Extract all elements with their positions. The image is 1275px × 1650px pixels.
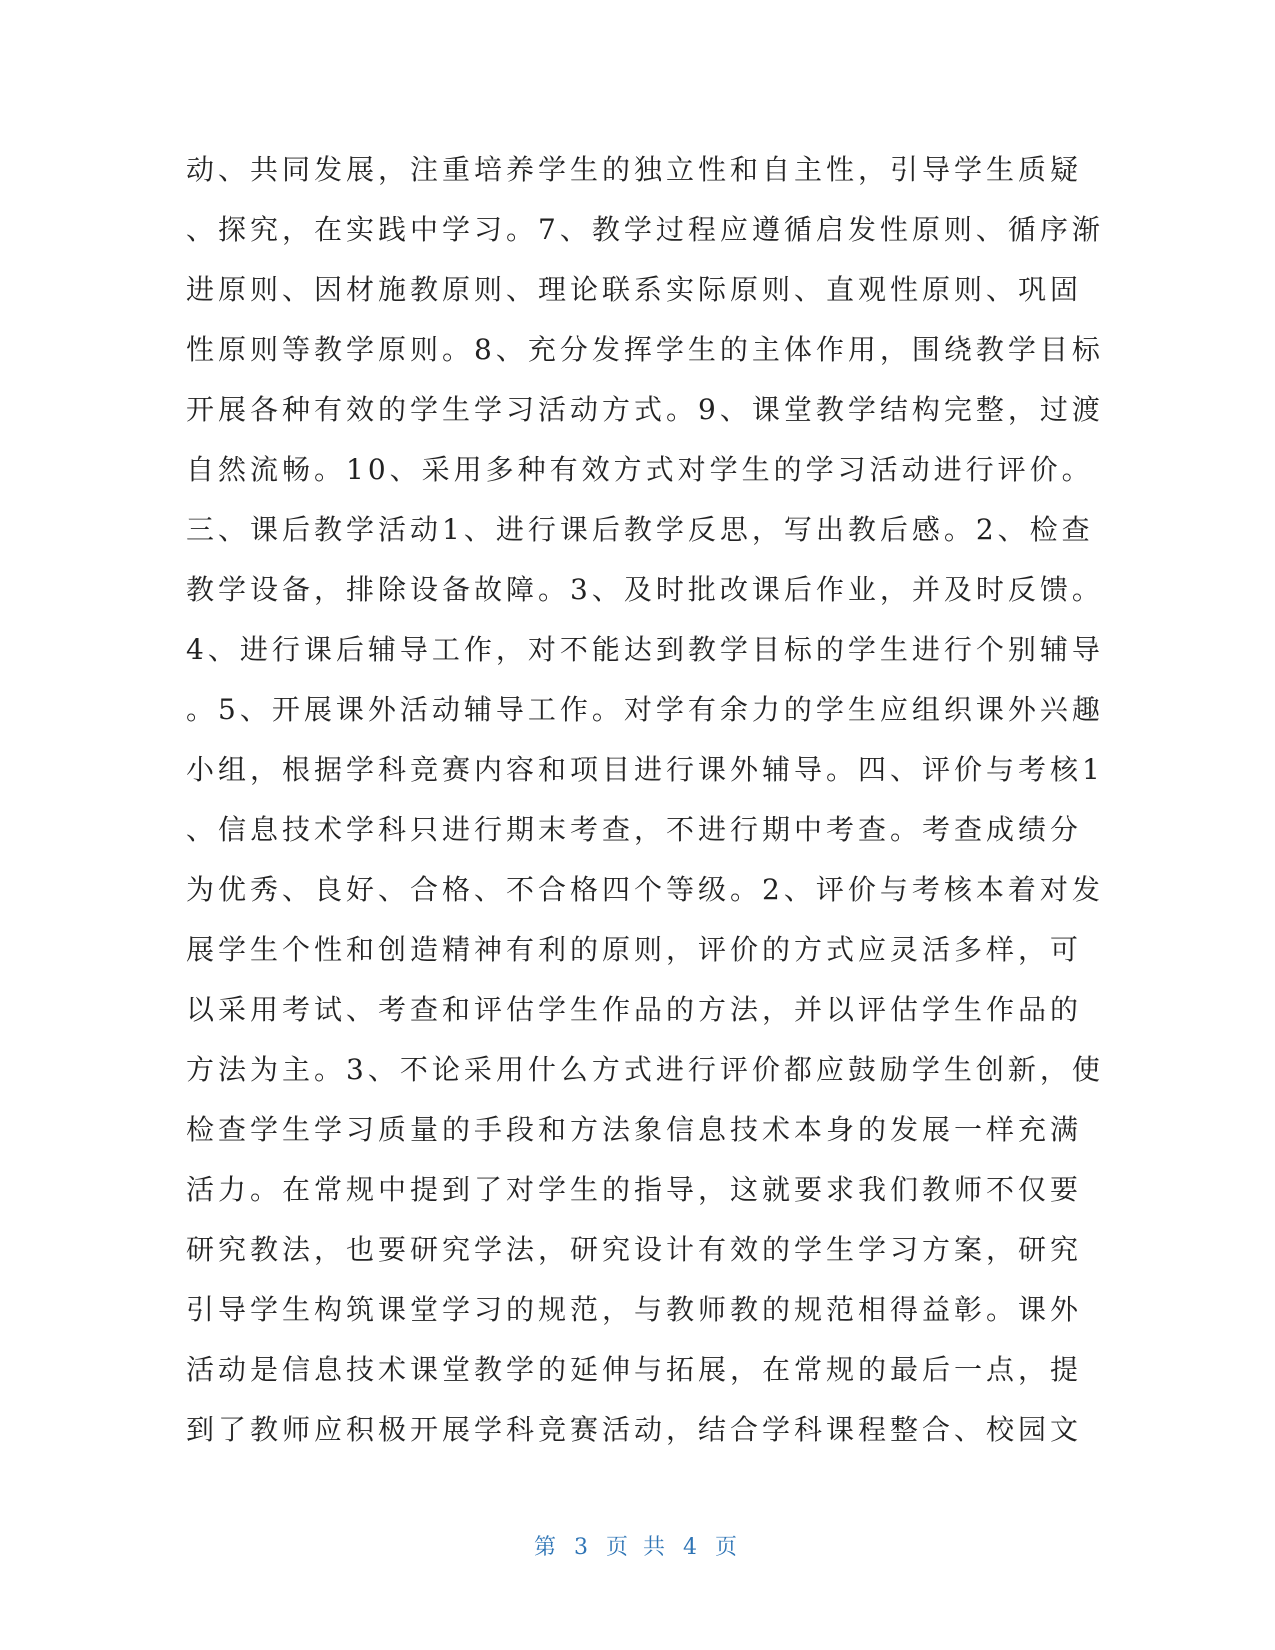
text-line: 开展各种有效的学生学习活动方式。9、课堂教学结构完整，过渡 <box>186 393 1104 426</box>
total-pages: 4 <box>683 1535 701 1560</box>
text-line: 教学设备，排除设备故障。3、及时批改课后作业，并及时反馈。 <box>186 573 1104 606</box>
page-number: 3 <box>574 1535 592 1560</box>
text-line: 以采用考试、考查和评估学生作品的方法，并以评估学生作品的 <box>186 993 1083 1026</box>
text-line: 方法为主。3、不论采用什么方式进行评价都应鼓励学生创新，使 <box>186 1053 1104 1086</box>
text-line: 动、共同发展，注重培养学生的独立性和自主性，引导学生质疑 <box>186 153 1083 186</box>
text-line: 研究教法，也要研究学法，研究设计有效的学生学习方案，研究 <box>186 1233 1083 1266</box>
footer-prefix: 第 <box>533 1535 560 1560</box>
text-line: 4、进行课后辅导工作，对不能达到教学目标的学生进行个别辅导 <box>186 633 1104 666</box>
text-line: 活力。在常规中提到了对学生的指导，这就要求我们教师不仅要 <box>186 1173 1083 1206</box>
footer-middle: 页 共 <box>606 1535 669 1560</box>
text-line: 自然流畅。10、采用多种有效方式对学生的学习活动进行评价。 <box>186 453 1094 486</box>
text-line: 、信息技术学科只进行期末考查，不进行期中考查。考查成绩分 <box>186 813 1083 846</box>
text-line: 检查学生学习质量的手段和方法象信息技术本身的发展一样充满 <box>186 1113 1083 1146</box>
text-line: 、探究，在实践中学习。7、教学过程应遵循启发性原则、循序渐 <box>186 213 1104 246</box>
text-line: 三、课后教学活动1、进行课后教学反思，写出教后感。2、检查 <box>186 513 1094 546</box>
text-line: 引导学生构筑课堂学习的规范，与教师教的规范相得益彰。课外 <box>186 1293 1083 1326</box>
text-line: 进原则、因材施教原则、理论联系实际原则、直观性原则、巩固 <box>186 273 1083 306</box>
text-line: 展学生个性和创造精神有利的原则，评价的方式应灵活多样，可 <box>186 933 1083 966</box>
footer-suffix: 页 <box>715 1535 742 1560</box>
body-text <box>186 140 1104 1460</box>
text-line: 到了教师应积极开展学科竞赛活动，结合学科课程整合、校园文 <box>186 1413 1083 1446</box>
page-footer <box>0 1530 1275 1561</box>
text-line: 活动是信息技术课堂教学的延伸与拓展，在常规的最后一点，提 <box>186 1353 1083 1386</box>
text-line: 。5、开展课外活动辅导工作。对学有余力的学生应组织课外兴趣 <box>186 693 1104 726</box>
text-line: 为优秀、良好、合格、不合格四个等级。2、评价与考核本着对发 <box>186 873 1104 906</box>
text-line: 小组，根据学科竞赛内容和项目进行课外辅导。四、评价与考核1 <box>186 753 1104 786</box>
text-line: 性原则等教学原则。8、充分发挥学生的主体作用，围绕教学目标 <box>186 333 1104 366</box>
